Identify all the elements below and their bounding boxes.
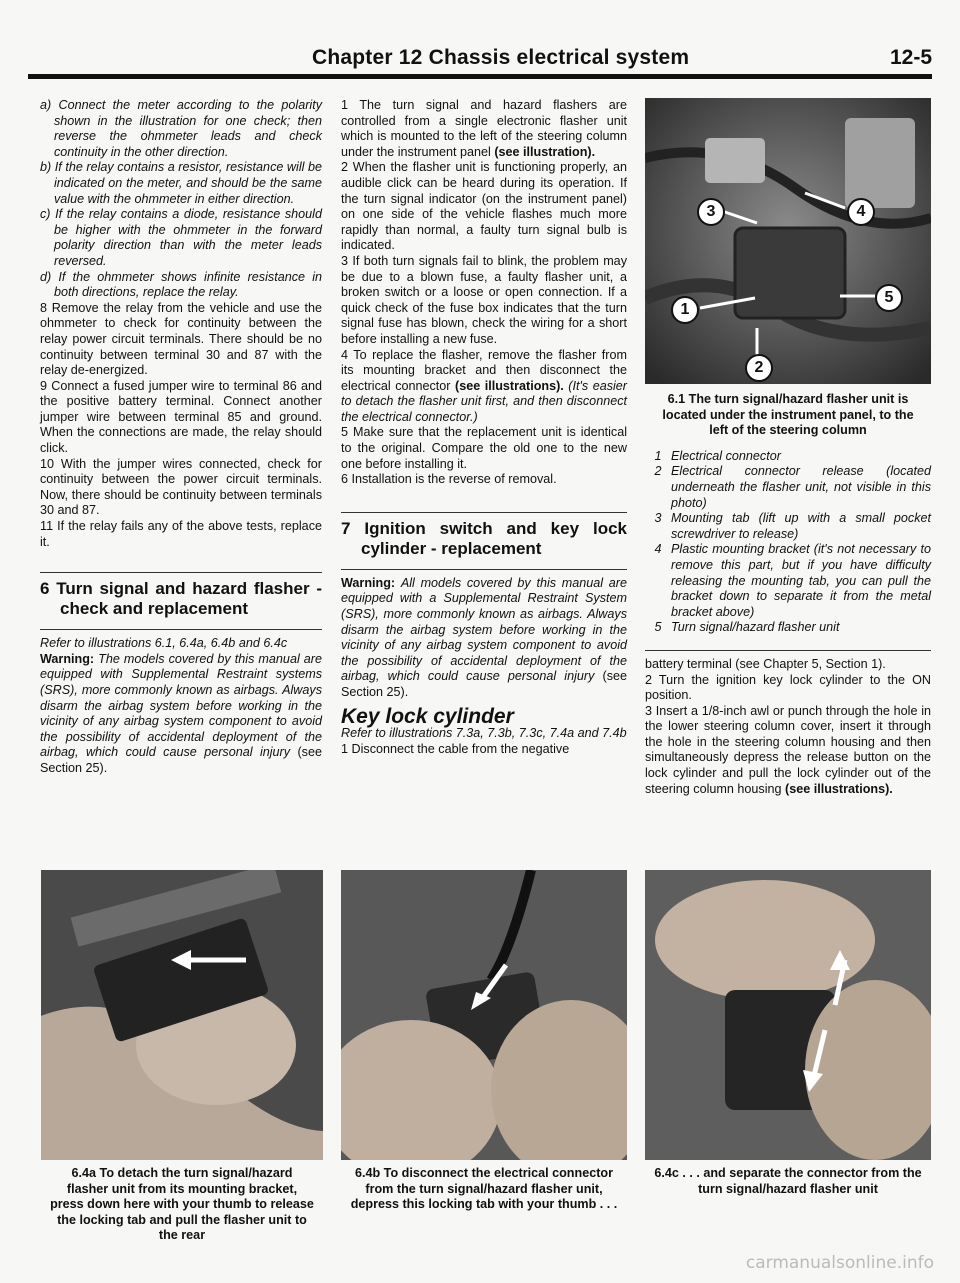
watermark: carmanualsonline.info xyxy=(745,1253,934,1273)
section-rule xyxy=(341,512,627,513)
callout-5: 5 xyxy=(875,284,903,312)
section-6-heading: 6 Turn signal and hazard flasher - check and replacement xyxy=(40,579,322,619)
warning-text: The models covered by this manual are equipped with Supplemental Restraint systems (SRS), more commonly known as airbags. Always disarm the airbag system before working in the vicinity of any airbag system component to avoid the possibility of accidental deployment of the airbag, which could cause personal injury xyxy=(40,651,322,760)
legend-item: 1 Electrical connector xyxy=(654,448,781,463)
section-rule xyxy=(40,629,322,630)
section-7-heading: 7 Ignition switch and key lock cylinder - replacement xyxy=(341,518,627,558)
warning-see: (see Section 25). xyxy=(341,669,628,699)
paragraph: 9 Connect a fused jumper wire to terminal 86 and the positive battery terminal. Connect another jumper wire between terminal 85 and ground. When the connections are made, the relay should click. xyxy=(40,378,322,456)
see-illustrations: (see illustrations). xyxy=(450,378,564,393)
para-text: 1 The turn signal and hazard flashers are controlled from a single electronic flasher unit which is mounted to the left of the steering column under the instrument panel xyxy=(341,98,627,159)
legend-item: 2 Electrical connector release (located underneath the flasher unit, not visible in this photo) xyxy=(654,464,931,510)
figure-legend xyxy=(645,449,931,636)
see-illustrations: (see illustrations). xyxy=(781,781,893,796)
photo-6-4b xyxy=(341,870,627,1160)
warning xyxy=(40,652,322,777)
caption-6-4b: 6.4b To disconnect the electrical connector from the turn signal/hazard flasher unit, depress this locking tab with your thumb . . . xyxy=(350,1166,618,1212)
caption-6-4c: 6.4c . . . and separate the connector from the turn signal/hazard flasher unit xyxy=(654,1166,922,1196)
column-3 xyxy=(645,392,931,797)
paragraph: 10 With the jumper wires connected, check for continuity between the power circuit terminals. Now, there should be continuity between terminals 30 and 87. xyxy=(40,456,322,518)
caption-6-4a: 6.4a To detach the turn signal/hazard flasher unit from its mounting bracket, press down here with your thumb to release the locking tab and pull the flasher unit to the rear xyxy=(50,1166,314,1243)
callout-3: 3 xyxy=(697,198,725,226)
page-header xyxy=(28,46,932,86)
photo-6-4a-image xyxy=(41,870,323,1160)
chapter-title: Chapter 12 Chassis electrical system xyxy=(312,46,690,69)
paragraph: 2 Turn the ignition key lock cylinder to the ON position. xyxy=(645,672,931,703)
callout-2: 2 xyxy=(745,354,773,382)
refer-line: Refer to illustrations 7.3a, 7.3b, 7.3c, 7.4a and 7.4b xyxy=(341,726,627,741)
photo-6-4b-image xyxy=(341,870,627,1160)
warning-label: Warning: xyxy=(341,575,396,590)
para-note: (It's easier to detach the flasher unit first, and then disconnect the electrical connector.) xyxy=(341,378,627,424)
paragraph xyxy=(341,98,627,160)
photo-6-4c-image xyxy=(645,870,931,1160)
callout-1: 1 xyxy=(671,296,699,324)
see-illustration: (see illustration). xyxy=(490,144,596,159)
para-text: 4 To replace the flasher, remove the flasher from its mounting bracket and then disconnect the electrical connector xyxy=(341,347,627,393)
paragraph: 8 Remove the relay from the vehicle and use the ohmmeter to check for continuity between the relay power circuit terminals. There should be no continuity between terminal 30 and 87 with the relay de-energized. xyxy=(40,300,322,378)
photo-6-1-image xyxy=(645,98,931,384)
warning-see: (see Section 25). xyxy=(40,745,322,775)
paragraph: 6 Installation is the reverse of removal. xyxy=(341,472,557,487)
paragraph: 5 Make sure that the replacement unit is identical to the original. Compare the old one to the new one before installing it. xyxy=(341,425,627,471)
paragraph: 2 When the flasher unit is functioning properly, an audible click can be heard during its operation. If the turn signal indicator (on the instrument panel) on one side of the vehicle flashes much more rapidly than normal, a faulty turn signal bulb is indicated. xyxy=(341,160,627,253)
refer-line: Refer to illustrations 6.1, 6.4a, 6.4b and 6.4c xyxy=(40,636,288,651)
paragraph xyxy=(341,348,627,426)
photo-6-4c xyxy=(645,870,931,1160)
column-1 xyxy=(40,98,322,777)
paragraph: battery terminal (see Chapter 5, Section 1). xyxy=(645,656,886,671)
paragraph: 1 Disconnect the cable from the negative xyxy=(341,741,570,756)
list-item: a) Connect the meter according to the polarity shown in the illustration for one check; then reverse the ohmmeter leads and check continuity in the other direction. xyxy=(40,98,322,159)
section-rule xyxy=(40,572,322,573)
legend-item: 5 Turn signal/hazard flasher unit xyxy=(654,620,840,635)
figure-6-1-caption: 6.1 The turn signal/hazard flasher unit is located under the instrument panel, to the left of the steering column xyxy=(662,392,914,438)
legend-rule xyxy=(645,650,931,651)
list-item: d) If the ohmmeter shows infinite resistance in both directions, replace the relay. xyxy=(40,269,322,300)
legend-item: 4 Plastic mounting bracket (it's not necessary to remove this part, but if you have difficulty releasing the mounting tab, you can pull the bracket down to separate it from the metal bracket above) xyxy=(654,542,931,619)
warning xyxy=(341,576,627,701)
list-item: c) If the relay contains a diode, resistance should be higher with the ohmmeter in the forward polarity direction than with the meter leads reversed. xyxy=(40,207,322,268)
photo-6-1 xyxy=(645,98,931,384)
header-rule xyxy=(28,74,932,79)
callout-4: 4 xyxy=(847,198,875,226)
paragraph: 11 If the relay fails any of the above tests, replace it. xyxy=(40,519,322,549)
list-item: b) If the relay contains a resistor, resistance will be indicated on the meter, and should be the same value with the ohmmeter in either direction. xyxy=(40,160,322,206)
paragraph xyxy=(645,704,931,798)
para-text: 3 Insert a 1/8-inch awl or punch through the hole in the lower steering column cover, insert it through the hole in the steering column housing and then simultaneously depress the release button on the lock cylinder and pull the lock cylinder out of the steering column housing xyxy=(645,703,931,796)
paragraph: 3 If both turn signals fail to blink, the problem may be due to a blown fuse, a faulty flasher unit, a broken switch or a loose or open connection. If a quick check of the fuse box indicates that the turn signal fuse has blown, check the wiring for a short before installing a new fuse. xyxy=(341,253,627,346)
section-rule xyxy=(341,569,627,570)
warning-text: All models covered by this manual are equipped with a Supplemental Restraint System (SRS), more commonly known as airbags. Always disarm the airbag system before working in the vicinity of any airbag system component to avoid the possibility of accidental deployment of the airbag, which could cause personal injury xyxy=(341,575,628,684)
legend-item: 3 Mounting tab (lift up with a small pocket screwdriver to release) xyxy=(654,511,931,541)
key-lock-heading: Key lock cylinder xyxy=(341,704,514,728)
warning-label: Warning: xyxy=(40,651,95,666)
column-2 xyxy=(341,98,627,757)
page-number: 12-5 xyxy=(889,46,932,69)
photo-6-4a xyxy=(41,870,323,1160)
